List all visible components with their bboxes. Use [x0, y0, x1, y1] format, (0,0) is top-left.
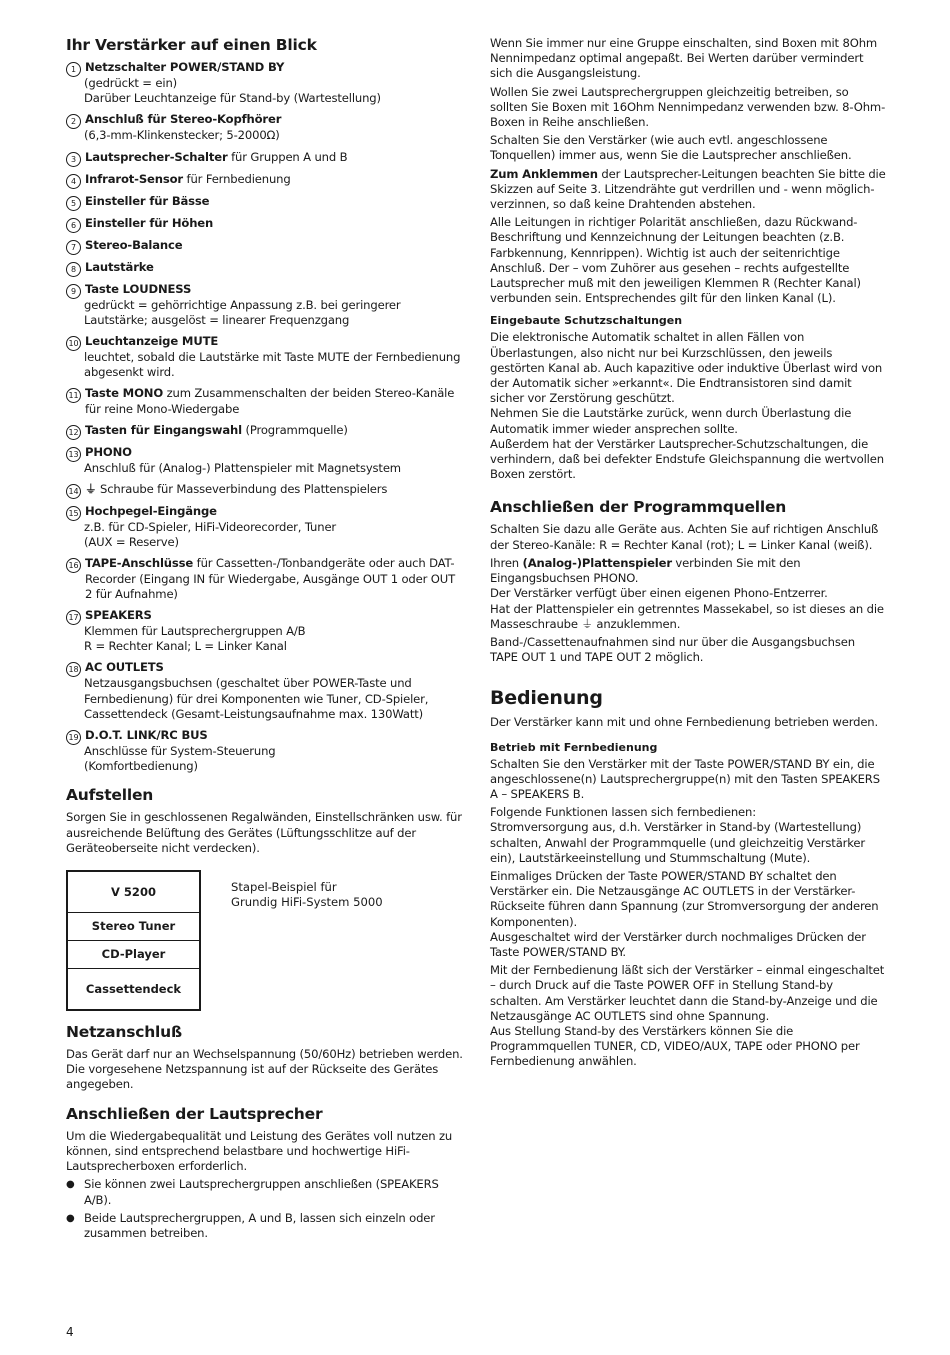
control-item-text: [85, 334, 218, 349]
lautsprecher-text: Um die Wiedergabequalität und Leistung des Gerätes voll nutzen zu können, sind entsprechend belastbare und hochwertige HiFi-Lautsprecherboxen erforderlich.: [66, 1128, 453, 1174]
stack-box-cassette: Cassettendeck: [68, 968, 199, 1009]
item-number: 15: [66, 506, 81, 521]
programmquellen-text-2: [490, 556, 886, 632]
control-item: [66, 482, 464, 498]
control-item-desc: (6,3-mm-Klinkenstecker; 5-2000Ω): [84, 128, 280, 143]
control-item-label: Taste MONO: [85, 386, 164, 401]
control-item-label: Lautsprecher-Schalter: [85, 149, 228, 164]
control-item-desc: Anschlüsse für System-Steuerung (Komfortbedienung): [84, 744, 276, 774]
anklemmen-text: [490, 167, 886, 213]
item-number: 13: [66, 447, 81, 462]
control-item-head: [66, 172, 464, 188]
control-item-head: [66, 216, 464, 232]
netz-text: Das Gerät darf nur an Wechselspannung (50/60Hz) betrieben werden. Die vorgesehene Netzspannung ist auf der Rückseite des Gerätes angegeben.: [66, 1047, 463, 1092]
control-item-label: PHONO: [85, 444, 132, 459]
left-column: [66, 36, 464, 1244]
control-item-label: AC OUTLETS: [85, 660, 164, 675]
control-item-text: [85, 445, 132, 460]
stack-box-tuner: Stereo Tuner: [68, 912, 199, 940]
bedienung-text: Der Verstärker kann mit und ohne Fernbedienung betrieben werden.: [490, 715, 879, 730]
control-item-label: D.O.T. LINK/RC BUS: [85, 728, 208, 743]
item-number: 9: [66, 284, 81, 299]
control-item: [66, 150, 464, 166]
control-item-text: [85, 60, 284, 75]
item-number: 4: [66, 174, 81, 189]
control-item-rest: zum Zusammenschalten der beiden Stereo-Kanäle für reine Mono-Wiedergabe: [85, 386, 455, 416]
programmquellen-text-1: Schalten Sie dazu alle Geräte aus. Achten Sie auf richtigen Anschluß der Stereo-Kanäle: R = Rechter Kanal (rot); L = Linker Kanal (weiß).: [490, 522, 879, 552]
polaritaet-text: Alle Leitungen in richtiger Polarität anschließen, dazu Rückwand-Beschriftung und Kennzeichnung der Leitungen beachten (z.B. Farbkennung, Kennrippen). Wichtig ist auch der seitenrichtige Anschluß. Der – vom Zuhörer aus gesehen – rechts aufgestellte Lautsprecher muß mit den jeweiligen Klemmen R (Rechter Kanal) verbunden sein. Entsprechendes gilt für den linken Kanal (L).: [490, 215, 861, 306]
control-item: [66, 556, 464, 602]
control-item-desc: Anschluß für (Analog-) Plattenspieler mit Magnetsystem: [84, 460, 401, 475]
control-item: [66, 608, 464, 654]
schutz-title: Eingebaute Schutzschaltungen: [490, 314, 683, 328]
control-item-head: [66, 556, 464, 602]
programmquellen-text-3: Band-/Cassettenaufnahmen sind nur über die Ausgangsbuchsen TAPE OUT 1 und TAPE OUT 2 möglich.: [490, 634, 855, 665]
control-item: [66, 504, 464, 550]
aufstellen-text: Sorgen Sie in geschlossenen Regalwänden, Einstellschränken usw. für ausreichende Belüftung des Gerätes (Lüftungsschlitze auf der Geräteoberseite nicht verdecken).: [66, 810, 462, 855]
list-item: ● Sie können zwei Lautsprechergruppen anschließen (SPEAKERS A/B).: [66, 1177, 464, 1207]
schutz-text: Die elektronische Automatik schaltet in allen Fällen von Überlastungen, also nicht nur bei Kurzschlüssen, den jeweils gestörten Kanal ab. Auch kapazitive oder induktive Überlast wird von der Automatik sicher »erkannt«. Die Endtransistoren sind damit sicher vor Zerstörung geschützt. Nehmen Sie die Lautstärke zurück, wenn durch Überlastung die Automatik immer wieder ansprechen sollte. Außerdem hat der Verstärker Lautsprecher-Schutzschaltungen, die verhindern, daß bei defekter Endstufe Gleichspannung die wertvollen Boxen zerstört.: [490, 330, 884, 482]
control-item-text: [85, 216, 213, 231]
control-item-head: [66, 608, 464, 624]
control-item-label: Hochpegel-Eingänge: [85, 504, 217, 519]
item-number: 2: [66, 114, 81, 129]
control-item-label: ⏚: [85, 482, 97, 497]
control-item-text: [85, 386, 464, 416]
control-item-head: [66, 260, 464, 276]
control-item-head: [66, 423, 464, 439]
control-item-text: [85, 282, 191, 297]
item-number: 10: [66, 336, 81, 351]
control-item-label: Stereo-Balance: [85, 237, 183, 252]
control-item: [66, 334, 464, 380]
control-item-text: [85, 238, 182, 253]
boxen-text-2: Wollen Sie zwei Lautsprechergruppen gleichzeitig betreiben, so sollten Sie Boxen mit 16Ohm Nennimpedanz verwenden bzw. 8-Ohm-Boxen in Reihe anschließen.: [490, 84, 886, 130]
netz-title: Netzanschluß: [66, 1023, 182, 1042]
control-item-rest: für Gruppen A und B: [227, 149, 348, 164]
control-item: [66, 216, 464, 232]
control-item-text: [85, 423, 348, 438]
overview-title: Ihr Verstärker auf einen Blick: [66, 36, 317, 54]
item-number: 18: [66, 662, 81, 677]
control-item-desc: Klemmen für Lautsprechergruppen A/B R = Rechter Kanal; L = Linker Kanal: [84, 624, 306, 654]
item-number: 16: [66, 558, 81, 573]
item-number: 12: [66, 425, 81, 440]
control-item: [66, 194, 464, 210]
item-number: 14: [66, 484, 81, 499]
control-item-head: [66, 445, 464, 461]
control-item: [66, 112, 464, 143]
stack-box-amplifier: V 5200: [111, 885, 156, 900]
control-item-desc: (gedrückt = ein) Darüber Leuchtanzeige für Stand-by (Wartestellung): [84, 76, 381, 106]
fernbedienung-text-2: Folgende Funktionen lassen sich fernbedienen: Stromversorgung aus, d.h. Verstärker in Stand-by (Wartestellung) schalten, Anwahl der Programmquelle (und gleichzeitig Verstärker ein), Lautstärkeeinstellung und Stummschaltung (Mute).: [490, 805, 866, 865]
lautsprecher-section: [66, 1105, 464, 1241]
control-item-desc: leuchtet, sobald die Lautstärke mit Taste MUTE der Fernbedienung abgesenkt wird.: [84, 350, 461, 380]
control-item-head: [66, 282, 464, 298]
control-item-head: [66, 150, 464, 166]
control-item-label: Taste LOUDNESS: [85, 281, 192, 296]
control-item-rest: Schraube für Masseverbindung des Plattenspielers: [96, 482, 388, 497]
control-item: [66, 423, 464, 439]
control-item-label: Lautstärke: [85, 259, 154, 274]
aufstellen-title: Aufstellen: [66, 786, 154, 805]
control-item: [66, 260, 464, 276]
control-item-desc: z.B. für CD-Spieler, HiFi-Videorecorder, Tuner (AUX = Reserve): [84, 520, 337, 550]
lautsprecher-bullets: [66, 1177, 464, 1241]
control-item-label: Einsteller für Höhen: [85, 215, 214, 230]
control-item-label: Infrarot-Sensor: [85, 171, 183, 186]
control-item-text: [85, 172, 291, 187]
stack-box-cd: CD-Player: [68, 940, 199, 968]
control-item: [66, 238, 464, 254]
control-item-rest: (Programmquelle): [241, 422, 348, 437]
control-item-text: [85, 556, 464, 602]
item-number: 11: [66, 388, 81, 403]
boxen-text-1: Wenn Sie immer nur eine Gruppe einschalten, sind Boxen mit 8Ohm Nennimpedanz optimal angepaßt. Bei Werten darüber vermindert sich die Ausgangsleistung.: [490, 36, 878, 81]
stack-example: [66, 870, 464, 1011]
control-item-text: [85, 504, 217, 519]
item-number: 6: [66, 218, 81, 233]
aufstellen-section: [66, 786, 464, 856]
control-item: [66, 282, 464, 328]
item-number: 8: [66, 262, 81, 277]
control-item-head: [66, 112, 464, 128]
control-item-text: [85, 260, 154, 275]
anklemmen-rest: der Lautsprecher-Leitungen beachten Sie bitte die Skizzen auf Seite 3. Litzendrähte gut verdrillen und - wenn möglich- verzinnen, so daß keine Drahtenden abstehen.: [490, 166, 886, 212]
control-item: [66, 172, 464, 188]
control-item: [66, 728, 464, 774]
control-item-text: [85, 194, 209, 209]
programmquellen-rest: verbinden Sie mit den Eingangsbuchsen PHONO. Der Verstärker verfügt über einen eigenen Phono-Entzerrer. Hat der Plattenspieler ein getrenntes Massekabel, so ist dieses an die Masseschraube ⏚ anzuklemmen.: [490, 555, 884, 631]
control-item-head: [66, 504, 464, 520]
control-item-rest: für Cassetten-/Tonbandgeräte oder auch DAT-Recorder (Eingang IN für Wiedergabe, Ausgänge OUT 1 oder OUT 2 für Aufnahme): [85, 556, 455, 601]
control-item-desc: gedrückt = gehörrichtige Anpassung z.B. bei geringerer Lautstärke; ausgelöst = linearer Frequenzgang: [84, 297, 401, 327]
control-item-head: [66, 60, 464, 76]
control-item-head: [66, 334, 464, 350]
control-item-head: [66, 386, 464, 416]
right-column: [490, 36, 886, 1073]
lautsprecher-title: Anschließen der Lautsprecher: [66, 1104, 323, 1123]
control-item-desc: Netzausgangsbuchsen (geschaltet über POWER-Taste und Fernbedienung) für drei Komponenten wie Tuner, CD-Spieler, Cassettendeck (Gesamt-Leistungsaufnahme max. 130Watt): [84, 676, 429, 721]
control-item-text: [85, 728, 208, 743]
item-number: 3: [66, 152, 81, 167]
bedienung-title: Bedienung: [490, 687, 603, 710]
control-item-head: [66, 238, 464, 254]
control-item-label: Netzschalter POWER/STAND BY: [85, 60, 285, 74]
control-item: [66, 60, 464, 106]
control-item-label: Tasten für Eingangswahl: [85, 422, 242, 437]
netz-section: [66, 1023, 464, 1093]
item-number: 1: [66, 62, 81, 77]
list-item: ● Beide Lautsprechergruppen, A und B, lassen sich einzeln oder zusammen betreiben.: [66, 1211, 464, 1241]
item-number: 7: [66, 240, 81, 255]
control-item: [66, 445, 464, 476]
stack-caption: Stapel-Beispiel für Grundig HiFi-System 5000: [231, 880, 383, 910]
control-item-text: [85, 660, 164, 675]
control-item-label: SPEAKERS: [85, 608, 152, 623]
control-item: [66, 386, 464, 416]
item-number: 19: [66, 730, 81, 745]
control-item-head: [66, 660, 464, 676]
control-item-text: [85, 150, 347, 165]
control-item-head: [66, 194, 464, 210]
programmquellen-title: Anschließen der Programmquellen: [490, 498, 787, 517]
plattenspieler-bold: (Analog-)Plattenspieler: [522, 555, 672, 570]
anklemmen-bold: Zum Anklemmen: [490, 166, 598, 181]
control-item-label: Anschluß für Stereo-Kopfhörer: [85, 112, 282, 127]
control-item-head: [66, 482, 464, 498]
fernbedienung-text-4: Mit der Fernbedienung läßt sich der Verstärker – einmal eingeschaltet – durch Druck auf die Taste POWER OFF in Stellung Stand-by schalten. Am Verstärker leuchtet dann die Stand-by-Anzeige und die Netzausgänge AC OUTLETS sind ohne Spannung. Aus Stellung Stand-by des Verstärkers können Sie die Programmquellen TUNER, CD, VIDEO/AUX, TAPE oder PHONO per Fernbedienung anwählen.: [490, 963, 885, 1069]
item-number: 5: [66, 196, 81, 211]
item-number: 17: [66, 610, 81, 625]
control-item-text: [85, 112, 281, 127]
control-list: [66, 60, 464, 774]
stack-diagram: [66, 870, 201, 1011]
control-item-label: Leuchtanzeige MUTE: [85, 334, 219, 349]
fernbedienung-text-1: Schalten Sie den Verstärker mit der Taste POWER/STAND BY ein, die angeschlossene(n) Lautsprechergruppe(n) mit den Tasten SPEAKERS A – SPEAKERS B.: [490, 756, 880, 801]
boxen-text-3: Schalten Sie den Verstärker (wie auch evtl. angeschlossene Tonquellen) immer aus, wenn Sie die Lautsprecher anschließen.: [490, 133, 852, 163]
control-item-label: TAPE-Anschlüsse: [85, 556, 194, 571]
fernbedienung-title: Betrieb mit Fernbedienung: [490, 740, 658, 754]
programmquellen-pre: Ihren: [490, 555, 523, 570]
page-number: 4: [66, 1325, 74, 1339]
control-item-label: Einsteller für Bässe: [85, 193, 210, 208]
control-item-head: [66, 728, 464, 744]
control-item-text: [85, 608, 152, 623]
control-item-rest: für Fernbedienung: [183, 171, 291, 186]
control-item-text: [85, 482, 387, 497]
control-item: [66, 660, 464, 722]
fernbedienung-text-3: Einmaliges Drücken der Taste POWER/STAND BY schaltet den Verstärker ein. Die Netzausgänge AC OUTLETS in der Verstärker-Rückseite führen dann Spannung (zur Stromversorgung der anderen Komponenten). Ausgeschaltet wird der Verstärker durch nochmaliges Drücken der Taste POWER/STAND BY.: [490, 868, 879, 959]
